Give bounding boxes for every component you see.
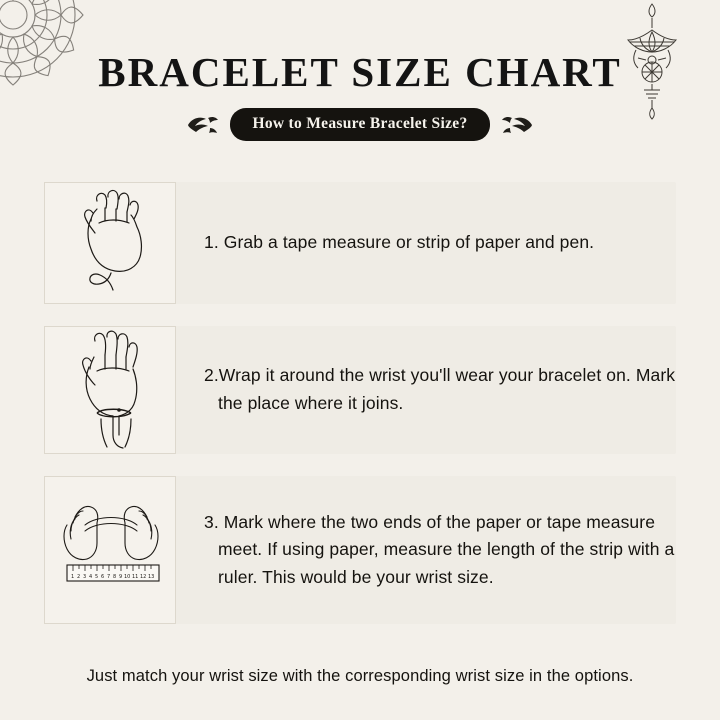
svg-text:7: 7 (107, 574, 111, 580)
svg-text:5: 5 (95, 574, 99, 580)
step-text: 2.Wrap it around the wrist you'll wear your bracelet on. Mark the place where it joins. (204, 365, 676, 413)
list-item (0, 182, 720, 304)
leaf-flourish-icon (500, 112, 534, 138)
list-item (0, 476, 720, 624)
svg-text:6: 6 (101, 574, 105, 580)
svg-text:11: 11 (132, 574, 139, 580)
svg-text:10: 10 (124, 574, 131, 580)
steps-list (0, 182, 720, 646)
subtitle-pill: How to Measure Bracelet Size? (230, 108, 489, 141)
leaf-flourish-icon (186, 112, 220, 138)
svg-text:8: 8 (113, 574, 117, 580)
svg-text:1: 1 (71, 574, 75, 580)
svg-text:13: 13 (148, 574, 155, 580)
svg-text:9: 9 (119, 574, 123, 580)
list-item (0, 326, 720, 454)
fist-hand-with-tape-icon (44, 182, 176, 304)
svg-text:12: 12 (140, 574, 147, 580)
hands-measuring-paper-strip-with-ruler-icon (44, 476, 176, 624)
step-text: 1. Grab a tape measure or strip of paper and pen. (204, 232, 595, 253)
subtitle-row (0, 108, 720, 141)
svg-text:2: 2 (77, 574, 81, 580)
svg-text:4: 4 (89, 574, 93, 580)
svg-text:3: 3 (83, 574, 87, 580)
page-title: BRACELET SIZE CHART (98, 49, 622, 95)
footer-note: Just match your wrist size with the corresponding wrist size in the options. (86, 667, 634, 685)
step-text: 3. Mark where the two ends of the paper or tape measure meet. If using paper, measure the length of the strip with a ruler. This would be your wrist size. (204, 511, 675, 587)
hand-with-tape-around-wrist-icon (44, 326, 176, 454)
